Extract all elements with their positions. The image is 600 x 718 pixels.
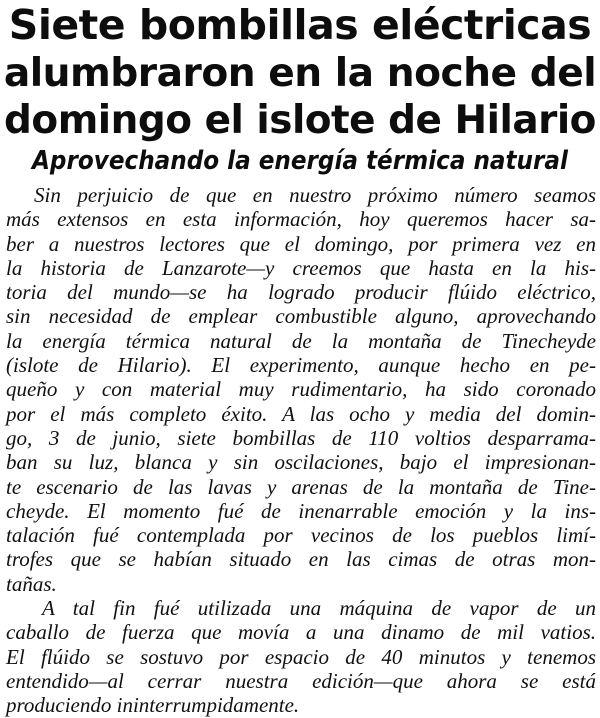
headline-line-2: alumbraron en la noche del bbox=[3, 50, 597, 96]
body-line: la historia de Lanzarote—y creemos que hasta en la his- bbox=[6, 255, 596, 280]
headline-line-3: domingo el islote de Hilario bbox=[4, 98, 596, 143]
body-line: sin necesidad de emplear combustible alguno, aprovechando bbox=[6, 304, 596, 329]
body-line: talación fué contemplada por vecinos de los pueblos limí- bbox=[6, 523, 596, 548]
body-line: la energía térmica natural de la montaña de Tinecheyde bbox=[6, 328, 596, 353]
body-line: A tal fin fué utilizada una máquina de vapor de un bbox=[42, 596, 596, 621]
body-line: El flúido se sostuvo por espacio de 40 minutos y tenemos bbox=[6, 644, 596, 669]
body-line: ber a nuestros lectores que el domingo, por primera vez en bbox=[6, 231, 596, 256]
body-line: entendido—al cerrar nuestra edición—que ahora se está bbox=[6, 668, 596, 693]
subheadline: Aprovechando la energía térmica natural bbox=[32, 146, 568, 176]
body-line: go, 3 de junio, siete bombillas de 110 voltios desparrama- bbox=[6, 425, 596, 450]
body-line: caballo de fuerza que movía a una dinamo de mil vatios. bbox=[6, 620, 596, 645]
body-line: Sin perjuicio de que en nuestro próximo número seamos bbox=[34, 183, 596, 207]
headline-line-1: Siete bombillas eléctricas bbox=[8, 1, 592, 49]
headline bbox=[0, 2, 600, 145]
paragraph-1 bbox=[6, 183, 596, 596]
body-line: trofes que se habían situado en las cimas de otras mon- bbox=[6, 547, 596, 572]
body-line: toria del mundo—se ha logrado producir flúido eléctrico, bbox=[6, 280, 596, 305]
article-body bbox=[6, 183, 596, 718]
body-line: te escenario de las lavas y arenas de la montaña de Tine- bbox=[6, 474, 596, 499]
body-line: por el más completo éxito. A las ocho y media del domin- bbox=[6, 401, 596, 426]
body-line: ban su luz, blanca y sin oscilaciones, bajo el impresionan- bbox=[6, 450, 596, 475]
body-line: cheyde. El momento fué de inenarrable emoción y la ins- bbox=[6, 498, 596, 523]
body-line: queño y con material muy rudimentario, ha sido coronado bbox=[6, 377, 596, 402]
body-line: tañas. bbox=[6, 571, 57, 596]
body-line: (islote de Hilario). El experimento, aunque hecho en pe- bbox=[6, 353, 596, 378]
body-line: más extensos en esta información, hoy queremos hacer sa- bbox=[6, 207, 596, 232]
body-line: produciendo ininterrumpidamente. bbox=[6, 693, 300, 718]
paragraph-2 bbox=[6, 596, 596, 717]
